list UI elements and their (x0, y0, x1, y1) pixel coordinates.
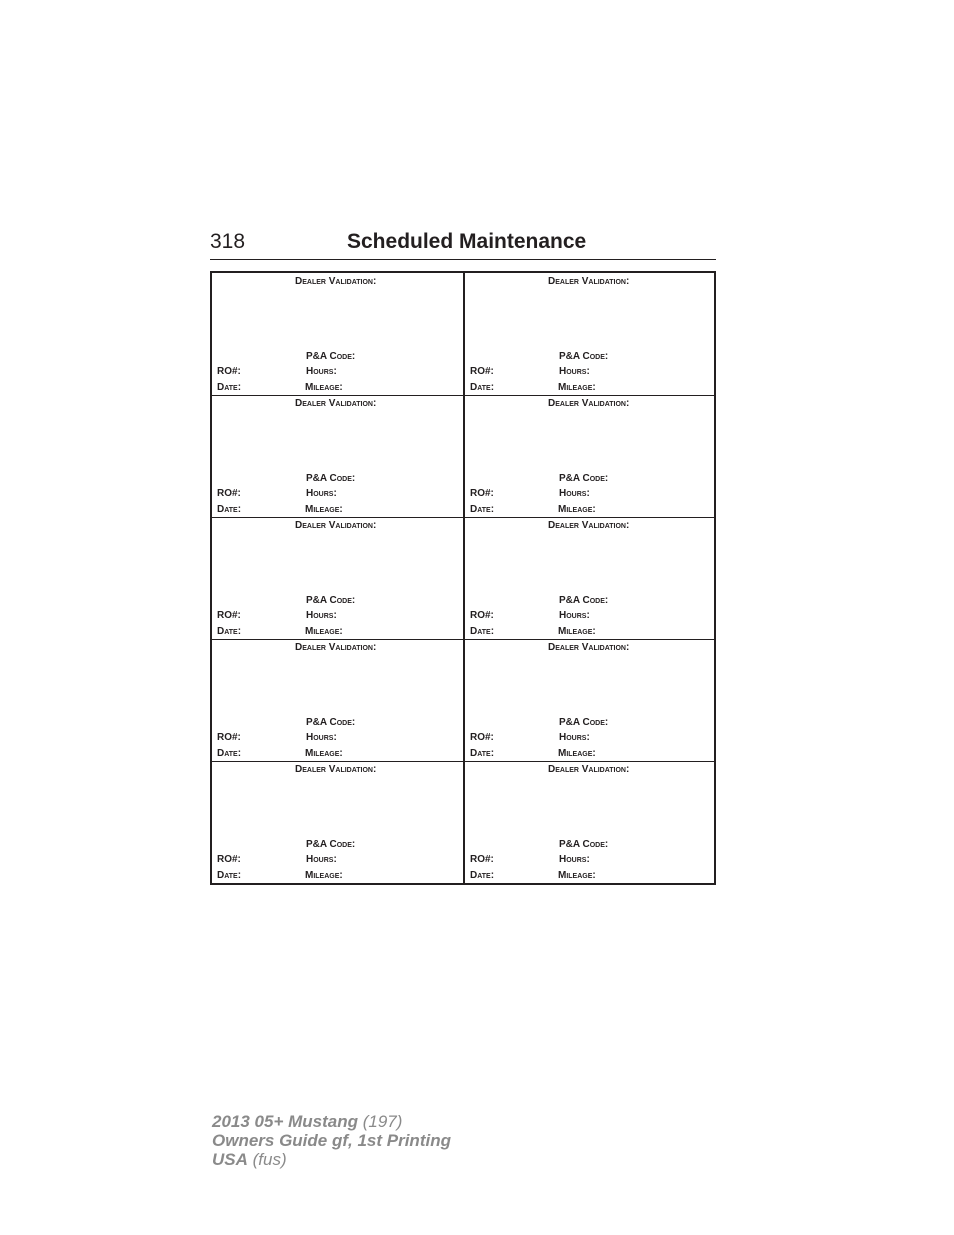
hours-label: Hours: (559, 732, 590, 743)
dealer-validation-label: Dealer Validation: (548, 276, 630, 287)
page-number: 318 (210, 230, 246, 253)
hours-label: Hours: (306, 610, 337, 621)
record-cell[interactable] (212, 273, 463, 395)
pa-code-label: P&A Code: (559, 351, 609, 362)
hours-label: Hours: (559, 366, 590, 377)
pa-code-label: P&A Code: (306, 473, 356, 484)
mileage-label: Mileage: (558, 870, 596, 881)
date-label: Date: (470, 504, 495, 515)
date-label: Date: (470, 382, 495, 393)
dealer-validation-label: Dealer Validation: (295, 642, 377, 653)
ro-number-label: RO#: (470, 732, 494, 743)
pa-code-label: P&A Code: (559, 839, 609, 850)
date-label: Date: (217, 748, 242, 759)
mileage-label: Mileage: (558, 748, 596, 759)
record-cell[interactable] (465, 395, 716, 517)
footer-market: USA (212, 1150, 248, 1169)
dealer-validation-label: Dealer Validation: (548, 642, 630, 653)
dealer-validation-label: Dealer Validation: (295, 520, 377, 531)
dealer-validation-label: Dealer Validation: (295, 398, 377, 409)
record-cell[interactable] (465, 517, 716, 639)
pa-code-label: P&A Code: (559, 595, 609, 606)
date-label: Date: (217, 504, 242, 515)
footer-guide: Owners Guide gf, 1st Printing (212, 1131, 451, 1150)
ro-number-label: RO#: (217, 610, 241, 621)
print-footer (212, 1112, 451, 1169)
ro-number-label: RO#: (470, 366, 494, 377)
footer-line-2 (212, 1131, 451, 1150)
ro-number-label: RO#: (217, 366, 241, 377)
hours-label: Hours: (306, 366, 337, 377)
ro-number-label: RO#: (470, 488, 494, 499)
hours-label: Hours: (306, 488, 337, 499)
pa-code-label: P&A Code: (306, 839, 356, 850)
ro-number-label: RO#: (217, 732, 241, 743)
pa-code-label: P&A Code: (559, 717, 609, 728)
record-cell[interactable] (212, 639, 463, 761)
mileage-label: Mileage: (305, 748, 343, 759)
ro-number-label: RO#: (470, 610, 494, 621)
mileage-label: Mileage: (305, 870, 343, 881)
ro-number-label: RO#: (470, 854, 494, 865)
footer-line-3 (212, 1150, 451, 1169)
page-title: Scheduled Maintenance (347, 230, 587, 253)
record-cell[interactable] (212, 761, 463, 883)
date-label: Date: (470, 748, 495, 759)
page-header (210, 229, 716, 260)
pa-code-label: P&A Code: (559, 473, 609, 484)
pa-code-label: P&A Code: (306, 595, 356, 606)
hours-label: Hours: (559, 854, 590, 865)
footer-model: 2013 05+ Mustang (212, 1112, 358, 1131)
hours-label: Hours: (306, 732, 337, 743)
dealer-validation-label: Dealer Validation: (548, 764, 630, 775)
hours-label: Hours: (559, 610, 590, 621)
dealer-validation-label: Dealer Validation: (295, 764, 377, 775)
date-label: Date: (217, 870, 242, 881)
pa-code-label: P&A Code: (306, 351, 356, 362)
record-cell[interactable] (212, 395, 463, 517)
mileage-label: Mileage: (305, 382, 343, 393)
record-cell[interactable] (465, 761, 716, 883)
date-label: Date: (217, 626, 242, 637)
maintenance-record-grid (210, 271, 716, 885)
hours-label: Hours: (559, 488, 590, 499)
date-label: Date: (470, 870, 495, 881)
footer-model-code: (197) (362, 1112, 403, 1131)
mileage-label: Mileage: (305, 504, 343, 515)
date-label: Date: (470, 626, 495, 637)
hours-label: Hours: (306, 854, 337, 865)
record-cell[interactable] (465, 639, 716, 761)
dealer-validation-label: Dealer Validation: (548, 520, 630, 531)
mileage-label: Mileage: (305, 626, 343, 637)
mileage-label: Mileage: (558, 626, 596, 637)
footer-market-code: (fus) (252, 1150, 287, 1169)
date-label: Date: (217, 382, 242, 393)
dealer-validation-label: Dealer Validation: (295, 276, 377, 287)
mileage-label: Mileage: (558, 504, 596, 515)
mileage-label: Mileage: (558, 382, 596, 393)
pa-code-label: P&A Code: (306, 717, 356, 728)
ro-number-label: RO#: (217, 854, 241, 865)
record-cell[interactable] (465, 273, 716, 395)
footer-line-1 (212, 1112, 451, 1131)
record-cell[interactable] (212, 517, 463, 639)
dealer-validation-label: Dealer Validation: (548, 398, 630, 409)
ro-number-label: RO#: (217, 488, 241, 499)
